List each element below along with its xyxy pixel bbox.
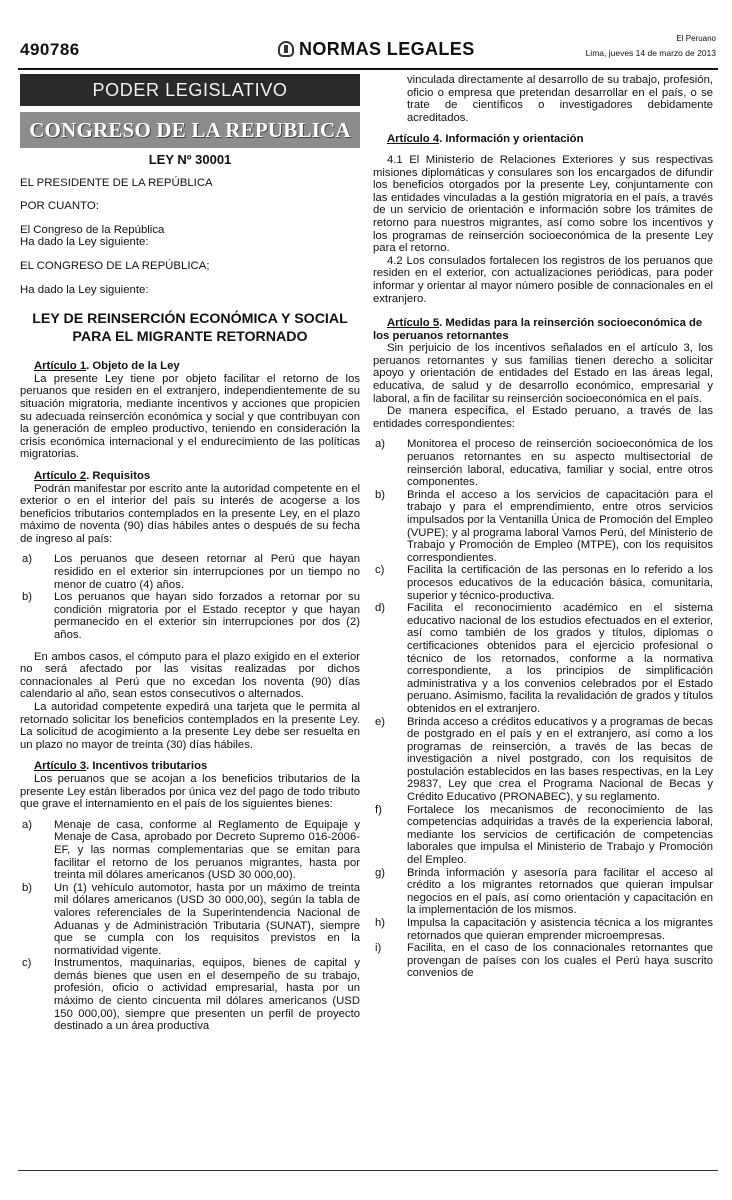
article-4-label: Artículo 4 (387, 133, 440, 146)
list-item-letter: h) (375, 917, 386, 929)
list-item-text: Impulsa la capacitación y asistencia técnica a los migrantes retornados que quieran emprender microempresas. (407, 917, 713, 942)
article-4-paragraph-2: 4.2 Los consulados fortalecen los registros de los peruanos que residen en el exterior, con actualizaciones periódicas, para poder informar y orientar al mayor número posible de connacionales en el extranjero. (373, 254, 713, 305)
list-item-text: Los peruanos que hayan sido forzados a retornar por su condición migratoria por el Estado receptor y que hayan permanecido en el exterior sin interrupciones por dos (2) años. (54, 591, 360, 642)
list-item (373, 942, 713, 980)
article-3-list (20, 819, 360, 1033)
list-item-text: Menaje de casa, conforme al Reglamento de Equipaje y Menaje de Casa, aprobado por Decreto Supremo 016-2006-EF, y las normas complementarias que se emitan para facilitar el retorno de los peruanos migrantes, hasta por treinta mil dólares americanos (USD 30 000,00). (54, 818, 360, 882)
law-number: LEY Nº 30001 (148, 152, 232, 167)
list-item-letter: a) (375, 438, 386, 451)
list-item (373, 867, 713, 917)
article-5-list (373, 438, 713, 980)
list-item (373, 489, 713, 565)
publication-name: El Peruano (676, 34, 716, 43)
publication-date: Lima, jueves 14 de marzo de 2013 (585, 48, 716, 58)
list-item-letter: a) (22, 818, 33, 831)
article-5-paragraph-2: De manera específica, el Estado peruano, a través de las entidades correspondientes: (373, 405, 713, 430)
right-column (373, 74, 713, 989)
list-item (20, 819, 360, 882)
list-item-letter: b) (22, 881, 33, 894)
article-3-label: Artículo 3 (34, 760, 87, 773)
por-cuanto-line: POR CUANTO: (20, 200, 99, 213)
article-1-text: La presente Ley tiene por objeto facilitar el retorno de los peruanos que residen en el extranjero, independientemente de su situación migratoria, mediante incentivos y acciones que propicien su adecuada reinserción económica y social y que contribuyan con la generación de empleo productivo, teniendo en consideración la crisis económica internacional y el endurecimiento de las políticas migratorias. (20, 372, 360, 461)
article-2-after-1: En ambos casos, el cómputo para el plazo exigido en el exterior no será afectado por las visitas realizadas por dichos connacionales al Perú que no excedan los noventa (90) días calendario al año, sean estos consecutivos o alternados. (20, 650, 360, 701)
list-item (373, 438, 713, 488)
list-item (20, 957, 360, 1033)
masthead (278, 39, 475, 60)
list-item-letter: g) (375, 866, 386, 879)
list-item (373, 804, 713, 867)
list-item-text: Facilita el reconocimiento académico en el sistema educativo nacional de los estudios efectuados en el exterior, así como también de los grados y títulos, diplomas o certificaciones obtenidos para el ejercicio profesional o técnico de los retornados, conforme a la normativa correspondiente, a los principios de simplificación administrativa y a los convenios celebrados por el Estado peruano. Asimismo, facilita la revalidación de grados y títulos obtenidos en el extranjero. (407, 602, 713, 715)
list-item (373, 917, 713, 942)
list-item-text: Facilita, en el caso de los connacionales retornantes que provengan de países con los cuales el Perú haya suscrito convenios de (407, 942, 713, 980)
ha-dado-line: Ha dado la Ley siguiente: (20, 283, 149, 296)
list-item-letter: f) (375, 803, 382, 816)
list-item (20, 882, 360, 958)
president-line: EL PRESIDENTE DE LA REPÚBLICA (20, 176, 213, 189)
article-5-title: . Medidas para la reinserción socioeconómica de los peruanos retornantes (373, 317, 703, 342)
article-2-list (20, 553, 360, 641)
article-5-label: Artículo 5 (387, 317, 440, 330)
list-item (20, 553, 360, 591)
article-4-paragraph-1: 4.1 El Ministerio de Relaciones Exteriores y sus respectivas misiones diplomáticas y consulares son los encargados de difundir los beneficios otorgados por la presente Ley, conjuntamente con las entidades vinculadas a la gestión migratoria en el país, a través de un servicio de orientación e información sobre los trámites de retorno para nuestros migrantes, así como sobre los incentivos y los programas de reinserción socioeconómica de la presente Ley para el retorno. (373, 153, 713, 255)
list-item (373, 564, 713, 602)
list-item-letter: c) (22, 957, 32, 970)
article-5-heading (373, 317, 713, 342)
article-1-heading (20, 360, 360, 373)
list-item-text: Los peruanos que deseen retornar al Perú que hayan residido en el exterior sin interrupciones por un tiempo no menor de cuatro (4) años. (54, 553, 360, 591)
article-5-paragraph-1: Sin perjuicio de los incentivos señalados en el artículo 3, los peruanos retornantes y sus familias tienen derecho a solicitar apoyo y orientación de entidades del Estado en las áreas legal, educativa, de salud y de desarrollo económico, empresarial y laboral, a fin de facilitar su reinserción socioeconómica en el país. (373, 342, 713, 405)
list-item (373, 602, 713, 715)
list-item-text: Instrumentos, maquinarias, equipos, bienes de capital y demás bienes que usen en el desempeño de su trabajo, profesión, oficio o actividad empresarial, hasta por un máximo de ciento cincuenta mil dólares americanos (USD 150 000,00), siempre que presenten un perfil de proyecto destinado a un área productiva (54, 957, 360, 1033)
list-item-text: vinculada directamente al desarrollo de su trabajo, profesión, oficio o empresa que pretendan desarrollar en el país, o se trate de científicos o investigadores debidamente acreditados. (407, 74, 713, 124)
list-item-text: Monitorea el proceso de reinserción socioeconómica de los peruanos retornantes en su aspecto multisectorial de reinserción laboral, educativa, familiar y social, entre otros componentes. (407, 438, 713, 489)
masthead-title: NORMAS LEGALES (299, 39, 475, 59)
footer-rule (18, 1170, 718, 1171)
article-2-heading (20, 470, 360, 483)
law-title: LEY DE REINSERCIÓN ECONÓMICA Y SOCIAL PARA EL MIGRANTE RETORNADO (32, 311, 348, 346)
list-item-letter: c) (375, 564, 385, 577)
article-2-text: Podrán manifestar por escrito ante la autoridad competente en el exterior o en el interior del país su interés de acogerse a los beneficios tributarios contemplados en la presente Ley, en el plazo máximo de noventa (90) días hábiles antes o después de su fecha de ingreso al país: (20, 482, 360, 545)
list-item-letter: i) (375, 942, 382, 955)
article-3-text: Los peruanos que se acojan a los beneficios tributarios de la presente Ley están liberados por única vez del pago de todo tributo que grave el internamiento en el país de los siguientes bienes: (20, 772, 360, 811)
list-item-text: Brinda acceso a créditos educativos y a programas de becas de postgrado en el país y en el extranjero, así como a los programas de reinserción, a través de las becas de investigación a nivel postgrado, con los requisitos de postulación establecidos en las bases respectivas, en la Ley 29837, Ley que crea el Programa Nacional de Becas y Crédito Educativo (PRONABEC), y su reglamento. (407, 715, 713, 804)
page-header (18, 28, 718, 68)
left-column (20, 74, 360, 1042)
section-band: PODER LEGISLATIVO (20, 74, 360, 106)
list-item-text: Facilita la certificación de las personas en lo referido a los procesos educativos de la educación básica, comunitaria, superior y técnico-productiva. (407, 564, 713, 602)
article-3-title: . Incentivos tributarios (86, 760, 208, 773)
list-item-text: Un (1) vehículo automotor, hasta por un máximo de treinta mil dólares americanos (USD 30 000,00), según la tabla de valores referenciales de la Superintendencia Nacional de Aduanas y de Administración Tributaria (SUNAT), siempre que se cumpla con los requisitos previstos en la normatividad vigente. (54, 881, 360, 957)
list-item-text: Brinda el acceso a los servicios de capacitación para el trabajo y para el emprendimiento, entre otros servicios impulsados por la Ventanilla Única de Promoción del Empleo (VUPE); y al programa laboral Vamos Perú, del Ministerio de Trabajo y Promoción de Empleo (MTPE), con los requisitos correspondientes. (407, 488, 713, 564)
list-item (20, 591, 360, 641)
article-4-heading (373, 133, 713, 146)
article-2-label: Artículo 2 (34, 469, 87, 482)
list-item-letter: d) (375, 602, 386, 615)
congress-band: CONGRESO DE LA REPUBLICA (20, 112, 360, 148)
page-number: 490786 (20, 40, 80, 59)
article-1-label: Artículo 1 (34, 360, 87, 373)
article-2-after-2: La autoridad competente expedirá una tarjeta que le permita al retornado solicitar los beneficios contemplados en la presente Ley. La solicitud de acogimiento a la presente Ley debe ser resuelta en un plazo no mayor de treinta (30) días hábiles. (20, 701, 360, 751)
congress-intro: El Congreso de la República Ha dado la Ley siguiente: (20, 223, 165, 249)
list-item-letter: b) (375, 488, 386, 501)
list-item (373, 716, 713, 804)
article-3-heading (20, 760, 360, 773)
list-item-letter: a) (22, 553, 33, 566)
article-1-title: . Objeto de la Ley (86, 360, 180, 373)
list-item-text: Brinda información y asesoría para facilitar el acceso al crédito a los migrantes retornados que quieran impulsar negocios en el país, así como orientación y capacitación en la implementación de los mismos. (407, 866, 713, 917)
article-4-title: . Información y orientación (439, 133, 584, 146)
list-item-letter: b) (22, 591, 33, 604)
header-rule (18, 68, 718, 70)
congress-line: EL CONGRESO DE LA REPÚBLICA; (20, 259, 210, 272)
list-item-text: Fortalece los mecanismos de reconocimiento de las competencias adquiridas a través de la experiencia laboral, mediante los servicios de certificación de competencias laborales que impulsa el Ministerio de Trabajo y Promoción del Empleo. (407, 803, 713, 867)
list-item (373, 74, 713, 124)
continued-item (373, 74, 713, 124)
list-item-letter: e) (375, 715, 386, 728)
coat-of-arms-icon (278, 41, 294, 57)
article-2-title: . Requisitos (86, 469, 151, 482)
